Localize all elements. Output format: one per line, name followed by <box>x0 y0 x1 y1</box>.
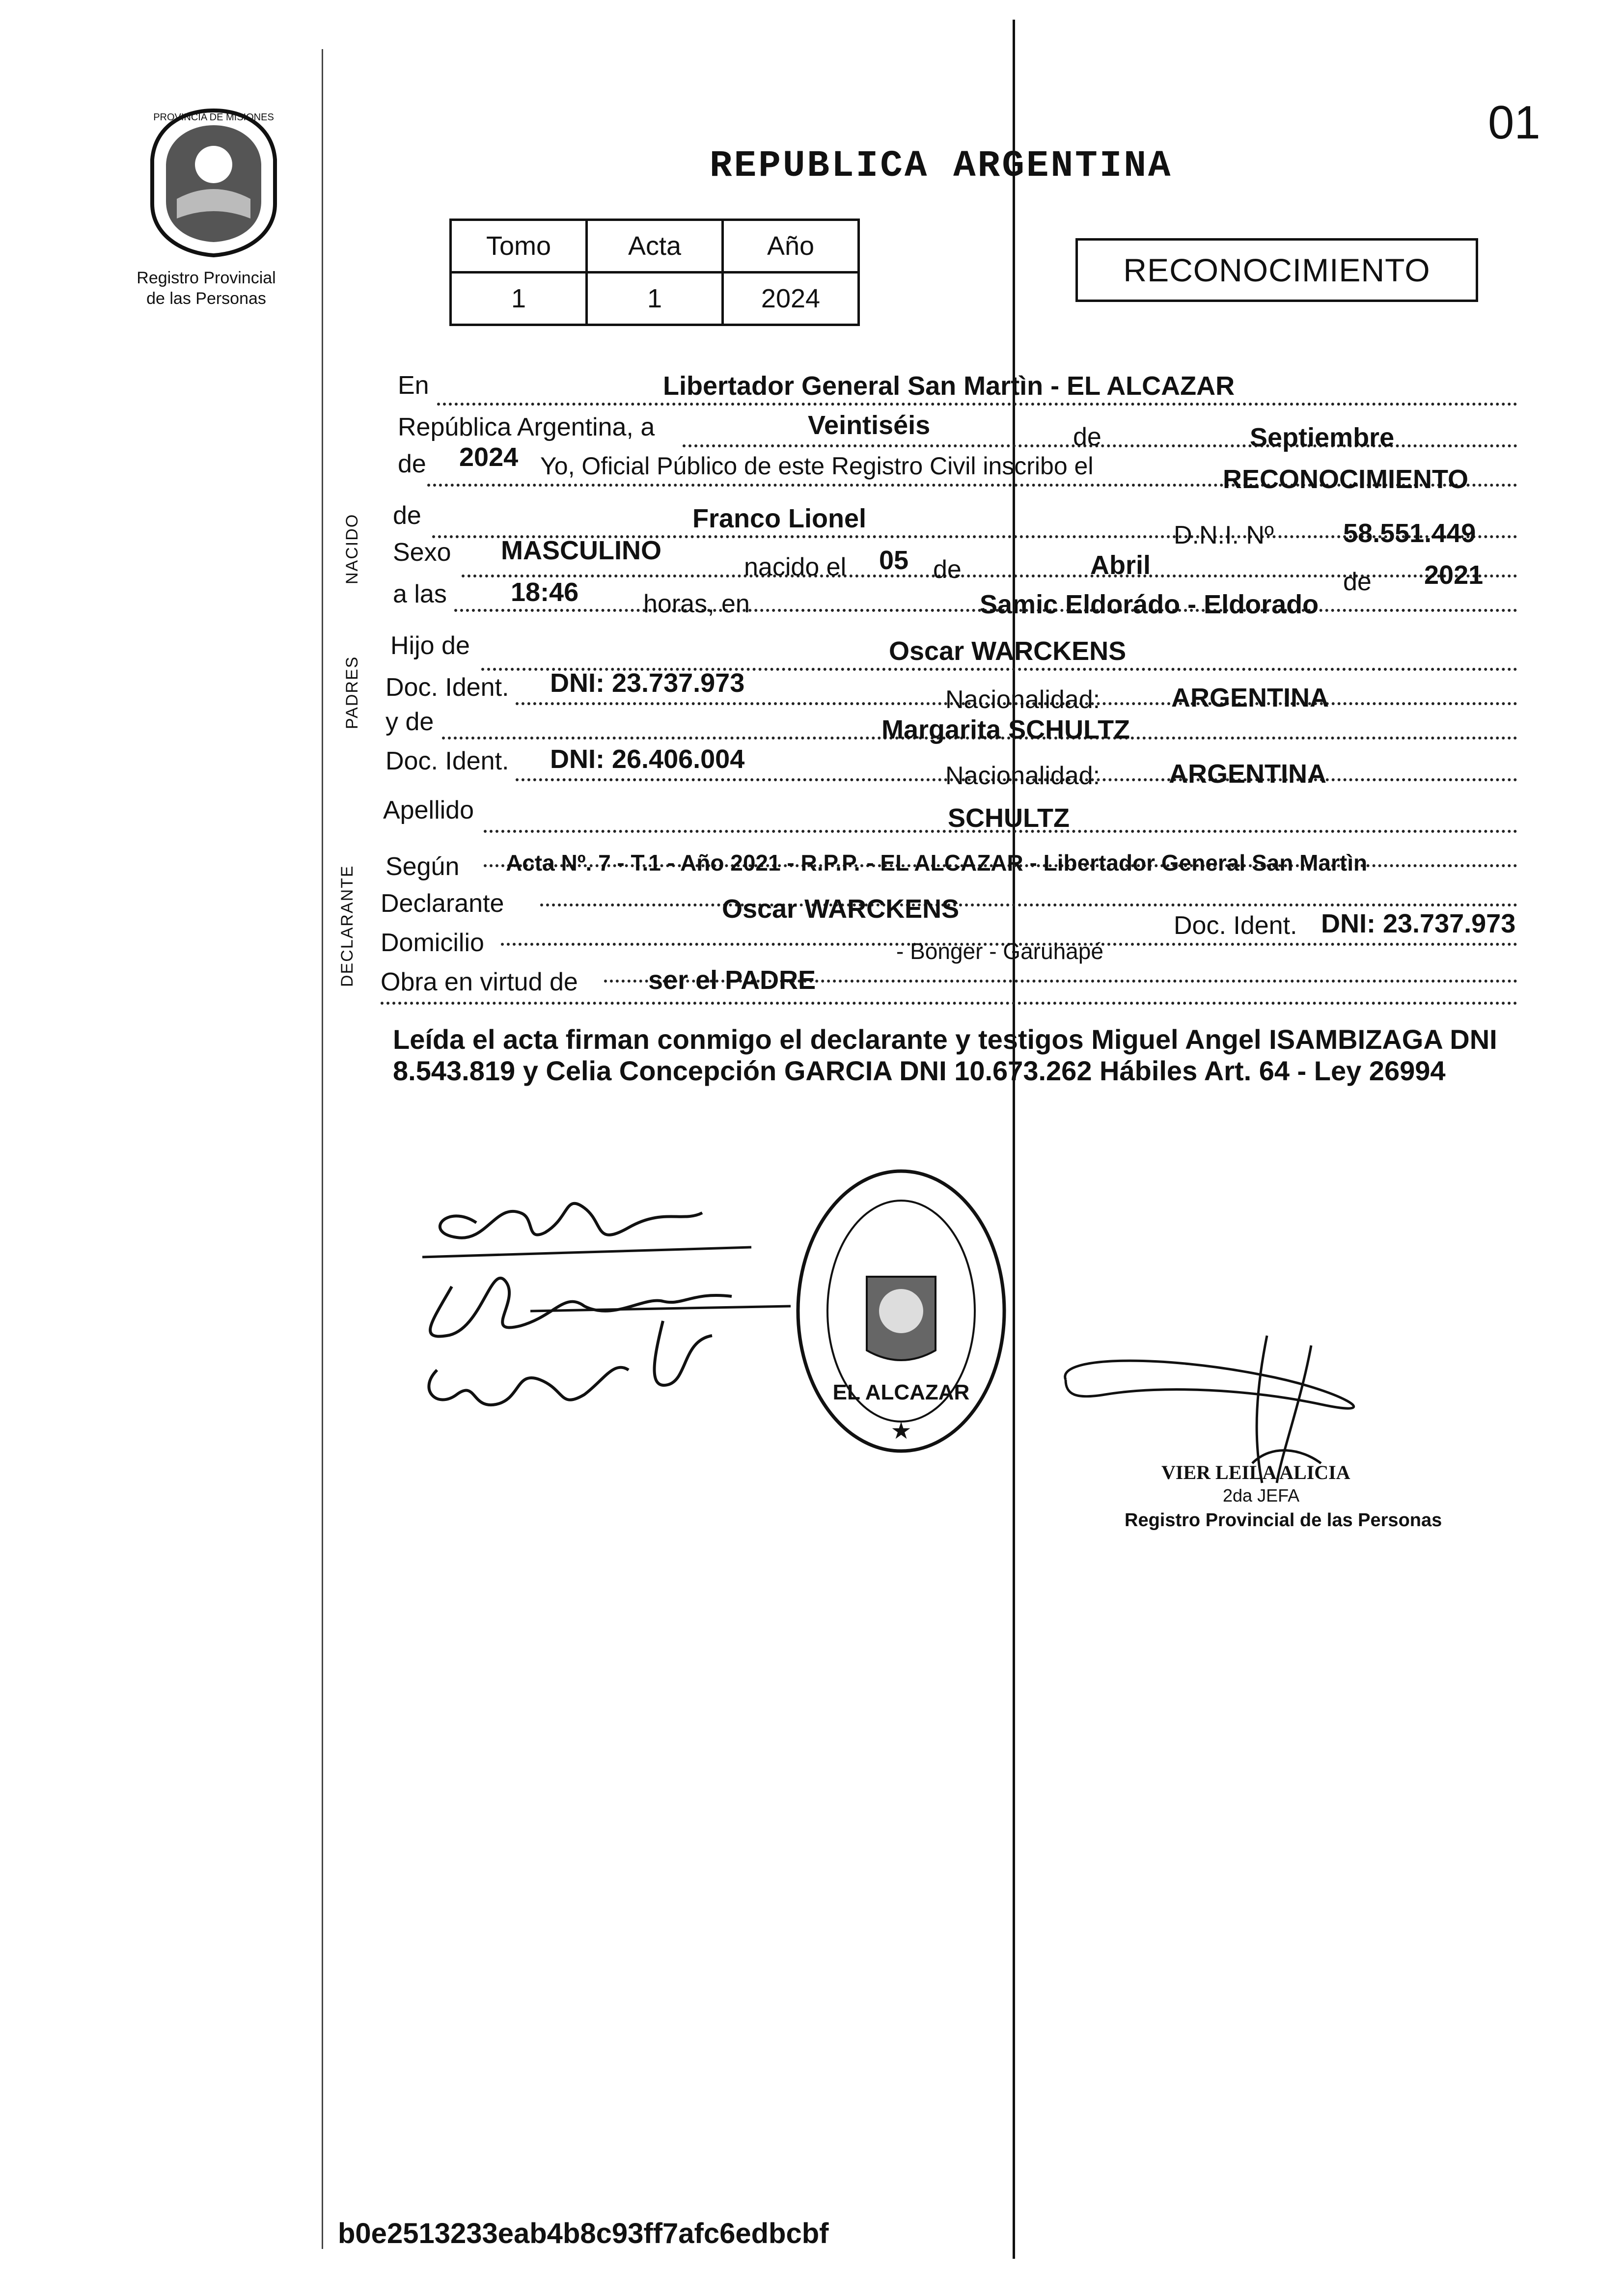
official-role: 2da JEFA <box>1223 1485 1300 1506</box>
label-de-nac2: de <box>1343 568 1372 596</box>
label-domicilio: Domicilio <box>381 929 484 957</box>
label-nacido-el: nacido el <box>744 553 847 581</box>
value-sexo: MASCULINO <box>501 536 661 565</box>
registry-stamp <box>791 1164 1012 1458</box>
witness-signatures <box>408 1174 850 1458</box>
value-inscribo: RECONOCIMIENTO <box>1223 465 1469 494</box>
logo-seal-text: PROVINCIA DE MISIONES <box>153 112 274 123</box>
ref-header-tomo: Tomo <box>451 220 587 273</box>
page-number: 01 <box>1488 96 1541 149</box>
label-inscribo: Yo, Oficial Público de este Registro Civil inscribo el <box>540 452 1094 480</box>
label-dni: D.N.I. Nº <box>1174 521 1274 549</box>
dotted-line-en <box>437 403 1517 406</box>
label-y-de: y de <box>385 708 434 736</box>
dotted-line-declarante <box>540 904 1517 906</box>
label-de-nac1: de <box>933 555 962 584</box>
label-nacionalidad-madre: Nacionalidad: <box>945 762 1101 790</box>
record-type-box: RECONOCIMIENTO <box>1075 238 1478 302</box>
official-name: VIER LEILA ALICIA <box>1161 1461 1350 1483</box>
value-doc-padre: DNI: 23.737.973 <box>550 668 745 698</box>
value-nacionalidad-padre: ARGENTINA <box>1171 683 1329 712</box>
stamp-inner-text: EL ALCAZAR <box>832 1380 970 1404</box>
value-declarante: Oscar WARCKENS <box>722 894 960 924</box>
ref-value-anio: 2024 <box>723 273 859 325</box>
label-de-nombre: de <box>393 501 421 530</box>
closing-paragraph: Leída el acta firman conmigo el declarante y testigos Miguel Angel ISAMBIZAGA DNI 8.543.819 y Celia Concepción GARCIA DNI 10.673.262 Hábiles Art. 64 - Ley 26994 <box>393 1024 1497 1086</box>
province-logo <box>142 106 285 258</box>
logo-org-line1: Registro Provincial <box>137 269 276 287</box>
value-segun: Acta Nº. 7 - T.1 - Año 2021 - R.P.P. - EL ALCAZAR - Libertador General San Martìn <box>506 850 1368 876</box>
value-madre: Margarita SCHULTZ <box>881 715 1130 744</box>
label-republica: República Argentina, a <box>398 413 655 441</box>
stamp-ring-text: DELEGACION DEL REGISTRO PROVINCIAL DE LAS PERSONAS <box>805 1468 960 1490</box>
value-nombre: Franco Lionel <box>692 504 867 533</box>
ref-header-acta: Acta <box>587 220 723 273</box>
label-obra: Obra en virtud de <box>381 968 578 996</box>
value-domicilio: - Bonger - Garuhapé <box>896 938 1103 964</box>
label-apellido: Apellido <box>383 796 474 824</box>
value-lugar-nacimiento: Samic Eldorádo - Eldorado <box>980 590 1319 619</box>
label-de-mes: de <box>1073 423 1101 451</box>
label-doc-declarante: Doc. Ident. <box>1174 911 1297 940</box>
value-doc-madre: DNI: 26.406.004 <box>550 744 745 774</box>
logo-org-text <box>128 268 285 309</box>
label-de-anio: de <box>398 450 426 478</box>
label-doc-padre: Doc. Ident. <box>385 673 509 702</box>
value-apellido: SCHULTZ <box>948 803 1070 833</box>
country-header: REPUBLICA ARGENTINA <box>710 145 1173 187</box>
official-org: Registro Provincial de las Personas <box>1125 1510 1442 1531</box>
scan-line-vertical <box>1013 20 1015 2259</box>
label-horas: horas, en <box>643 590 750 618</box>
misiones-seal-icon <box>142 106 285 258</box>
label-segun: Según <box>385 852 460 881</box>
label-a-las: a las <box>393 580 447 608</box>
value-mes: Septiembre <box>1250 423 1395 452</box>
value-anio: 2024 <box>459 442 519 472</box>
dotted-line-final <box>381 1002 1517 1005</box>
document-hash: b0e2513233eab4b8c93ff7afc6edbcbf <box>338 2218 829 2249</box>
value-nacionalidad-madre: ARGENTINA <box>1169 759 1326 789</box>
signature-scribbles-icon <box>408 1174 850 1458</box>
label-sexo: Sexo <box>393 538 451 567</box>
side-label-padres: PADRES <box>343 656 361 729</box>
value-hora: 18:46 <box>511 577 579 607</box>
label-declarante: Declarante <box>381 889 504 918</box>
label-hijo-de: Hijo de <box>390 631 470 660</box>
label-en: En <box>398 371 429 400</box>
logo-org-line2: de las Personas <box>146 289 266 308</box>
margin-line <box>322 49 323 2249</box>
value-dia-nacimiento: 05 <box>879 546 909 575</box>
ref-value-tomo: 1 <box>451 273 587 325</box>
value-obra: ser el PADRE <box>648 965 816 995</box>
side-label-nacido: NACIDO <box>343 513 361 584</box>
label-nacionalidad-padre: Nacionalidad: <box>945 685 1101 714</box>
side-label-declarante: DECLARANTE <box>338 865 357 987</box>
label-doc-madre: Doc. Ident. <box>385 747 509 775</box>
value-lugar: Libertador General San Martìn - EL ALCAZAR <box>663 371 1235 401</box>
value-anio-nacimiento: 2021 <box>1424 560 1484 590</box>
svg-text:★: ★ <box>890 1418 912 1444</box>
value-mes-nacimiento: Abril <box>1090 550 1151 580</box>
value-doc-declarante: DNI: 23.737.973 <box>1321 909 1516 938</box>
ref-value-acta: 1 <box>587 273 723 325</box>
value-padre: Oscar WARCKENS <box>889 636 1127 666</box>
value-dni: 58.551.449 <box>1343 519 1476 548</box>
reference-table <box>449 219 860 326</box>
value-dia: Veintiséis <box>808 411 931 440</box>
ref-header-anio: Año <box>723 220 859 273</box>
registry-stamp-icon <box>791 1164 1012 1458</box>
